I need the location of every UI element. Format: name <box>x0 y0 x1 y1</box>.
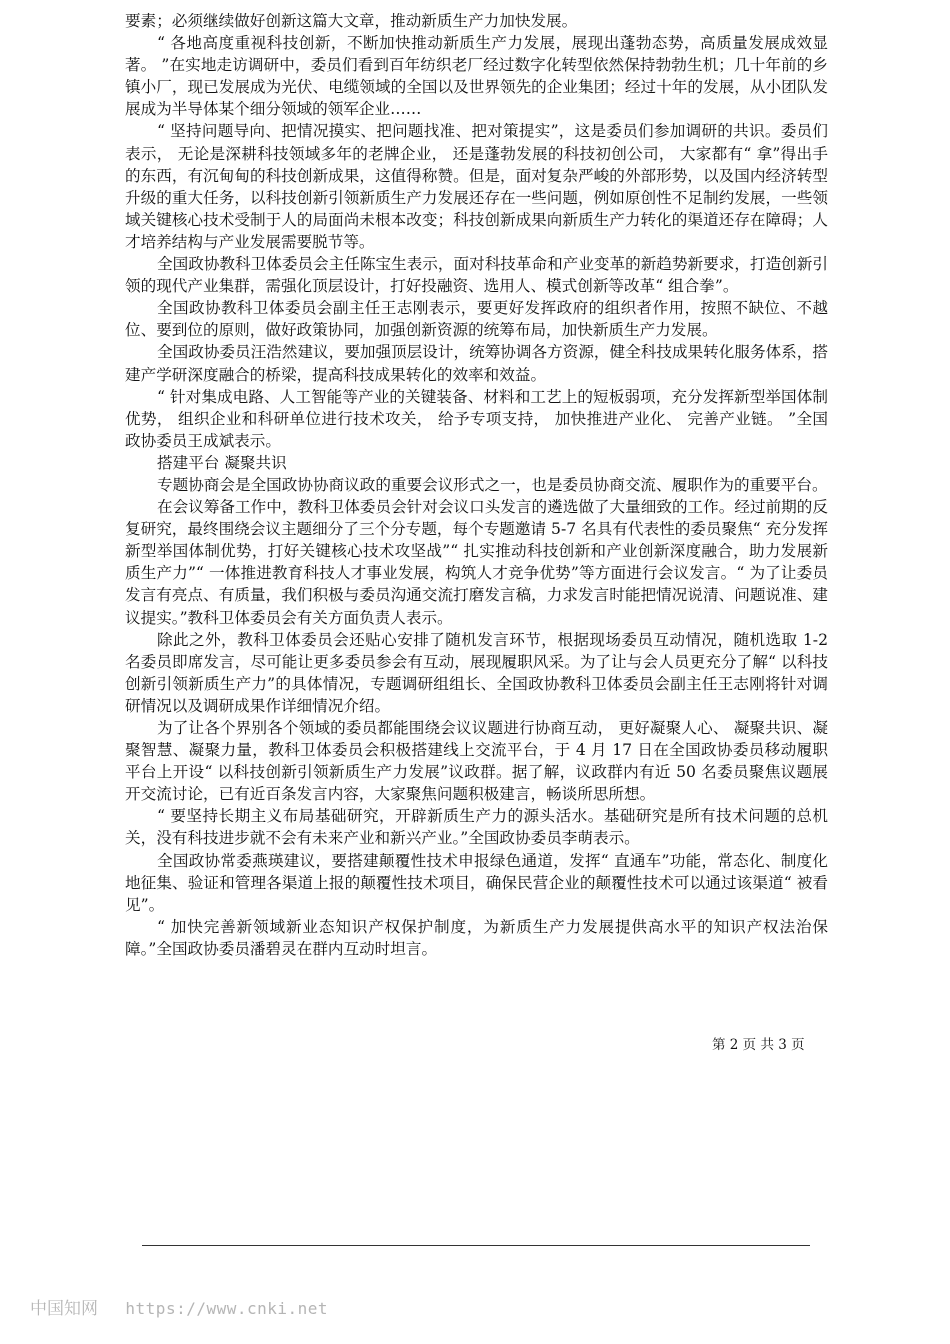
paragraph: “ 要坚持长期主义布局基础研究，开辟新质生产力的源头活水。基础研究是所有技术问题的总机关，没有科技进步就不会有未来产业和新兴产业。”全国政协委员李萌表示。 <box>125 807 828 848</box>
page-number: 第 2 页 共 3 页 <box>712 1037 805 1053</box>
paragraph: “ 各地高度重视科技创新，不断加快推动新质生产力发展，展现出蓬勃态势，高质量发展成效显著。 ”在实地走访调研中，委员们看到百年纺织老厂经过数字化转型依然保持勃勃生机；几十年前的乡镇小厂，现已发展成为光伏、电缆领域的全国以及世界领先的企业集团；经过十年的发展，从小团队发展成为半导体某个细分领域的领军企业…… <box>125 34 828 119</box>
paragraph: 在会议筹备工作中，教科卫体委员会针对会议口头发言的遴选做了大量细致的工作。经过前期的反复研究，最终围绕会议主题细分了三个分专题，每个专题邀请 5-7 名具有代表性的委员聚焦“ 充分发挥新型举国体制优势，打好关键核心技术攻坚战”“ 扎实推动科技创新和产业创新深度融合，助力发展新质生产力”“ 一体推进教育科技人才事业发展，构筑人才竞争优势”等方面进行会议发言。“ 为了让委员发言有亮点、有质量，我们积极与委员沟通交流打磨发言稿，力求发言时能把情况说清、问题说准、建议提实。”教科卫体委员会有关方面负责人表示。 <box>125 498 828 627</box>
paragraph: 除此之外，教科卫体委员会还贴心安排了随机发言环节，根据现场委员互动情况，随机选取 1-2 名委员即席发言，尽可能让更多委员参会有互动，展现履职风采。为了让与会人员更充分了解“ 以科技创新引领新质生产力”的具体情况，专题调研组组长、全国政协教科卫体委员会副主任王志刚将针对调研情况以及调研成果作详细情况介绍。 <box>125 630 828 715</box>
watermark-url: https://www.cnki.net <box>125 1299 329 1318</box>
watermark <box>30 1294 328 1319</box>
paragraph: 为了让各个界别各个领域的委员都能围绕会议议题进行协商互动， 更好凝聚人心、 凝聚共识、凝聚智慧、凝聚力量，教科卫体委员会积极搭建线上交流平台，于 4 月 17 日在全国政协委员移动履职平台上开设“ 以科技创新引领新质生产力发展”议政群。据了解，议政群内有近 50 名委员聚焦议题展开交流讨论，已有近百条发言内容，大家聚焦问题积极建言，畅谈所思所想。 <box>125 719 828 804</box>
paragraph: 全国政协教科卫体委员会主任陈宝生表示，面对科技革命和产业变革的新趋势新要求，打造创新引领的现代产业集群，需强化顶层设计，打好投融资、选用人、模式创新等改革“ 组合拳”。 <box>125 255 828 296</box>
watermark-name: 中国知网 <box>30 1299 98 1319</box>
footer-divider <box>142 1245 810 1246</box>
document-body <box>125 10 828 960</box>
section-heading: 搭建平台 凝聚共识 <box>157 453 287 472</box>
paragraph: 全国政协教科卫体委员会副主任王志刚表示，要更好发挥政府的组织者作用，按照不缺位、不越位、要到位的原则，做好政策协同，加强创新资源的统筹布局，加快新质生产力发展。 <box>125 299 828 340</box>
paragraph: 专题协商会是全国政协协商议政的重要会议形式之一，也是委员协商交流、履职作为的重要平台。 <box>157 475 828 494</box>
paragraph: 全国政协常委燕瑛建议，要搭建颠覆性技术申报绿色通道，发挥“ 直通车”功能，常态化、制度化地征集、验证和管理各渠道上报的颠覆性技术项目，确保民营企业的颠覆性技术可以通过该渠道“ 被看见”。 <box>125 851 828 914</box>
paragraph: “ 针对集成电路、人工智能等产业的关键装备、材料和工艺上的短板弱项，充分发挥新型举国体制优势， 组织企业和科研单位进行技术攻关， 给予专项支持， 加快推进产业化、 完善产业链。 ”全国政协委员王成斌表示。 <box>125 387 828 450</box>
paragraph: “ 加快完善新领域新业态知识产权保护制度，为新质生产力发展提供高水平的知识产权法治保障。”全国政协委员潘碧灵在群内互动时坦言。 <box>125 917 828 958</box>
paragraph: 要素；必须继续做好创新这篇大文章，推动新质生产力加快发展。 <box>125 12 578 30</box>
paragraph: 全国政协委员汪浩然建议，要加强顶层设计，统筹协调各方资源，健全科技成果转化服务体系，搭建产学研深度融合的桥梁，提高科技成果转化的效率和效益。 <box>125 343 828 384</box>
paragraph: “ 坚持问题导向、把情况摸实、把问题找准、把对策提实”，这是委员们参加调研的共识。委员们表示， 无论是深耕科技领域多年的老牌企业， 还是蓬勃发展的科技初创公司， 大家都有“ 拿”得出手的东西，有沉甸甸的科技创新成果，这值得称赞。但是，面对复杂严峻的外部形势，以及国内经济转型升级的重大任务，以科技创新引领新质生产力发展还存在一些问题，例如原创性不足制约发展，一些领域关键核心技术受制于人的局面尚未根本改变；科技创新成果向新质生产力转化的渠道还存在障碍；人才培养结构与产业发展需要脱节等。 <box>125 122 828 251</box>
